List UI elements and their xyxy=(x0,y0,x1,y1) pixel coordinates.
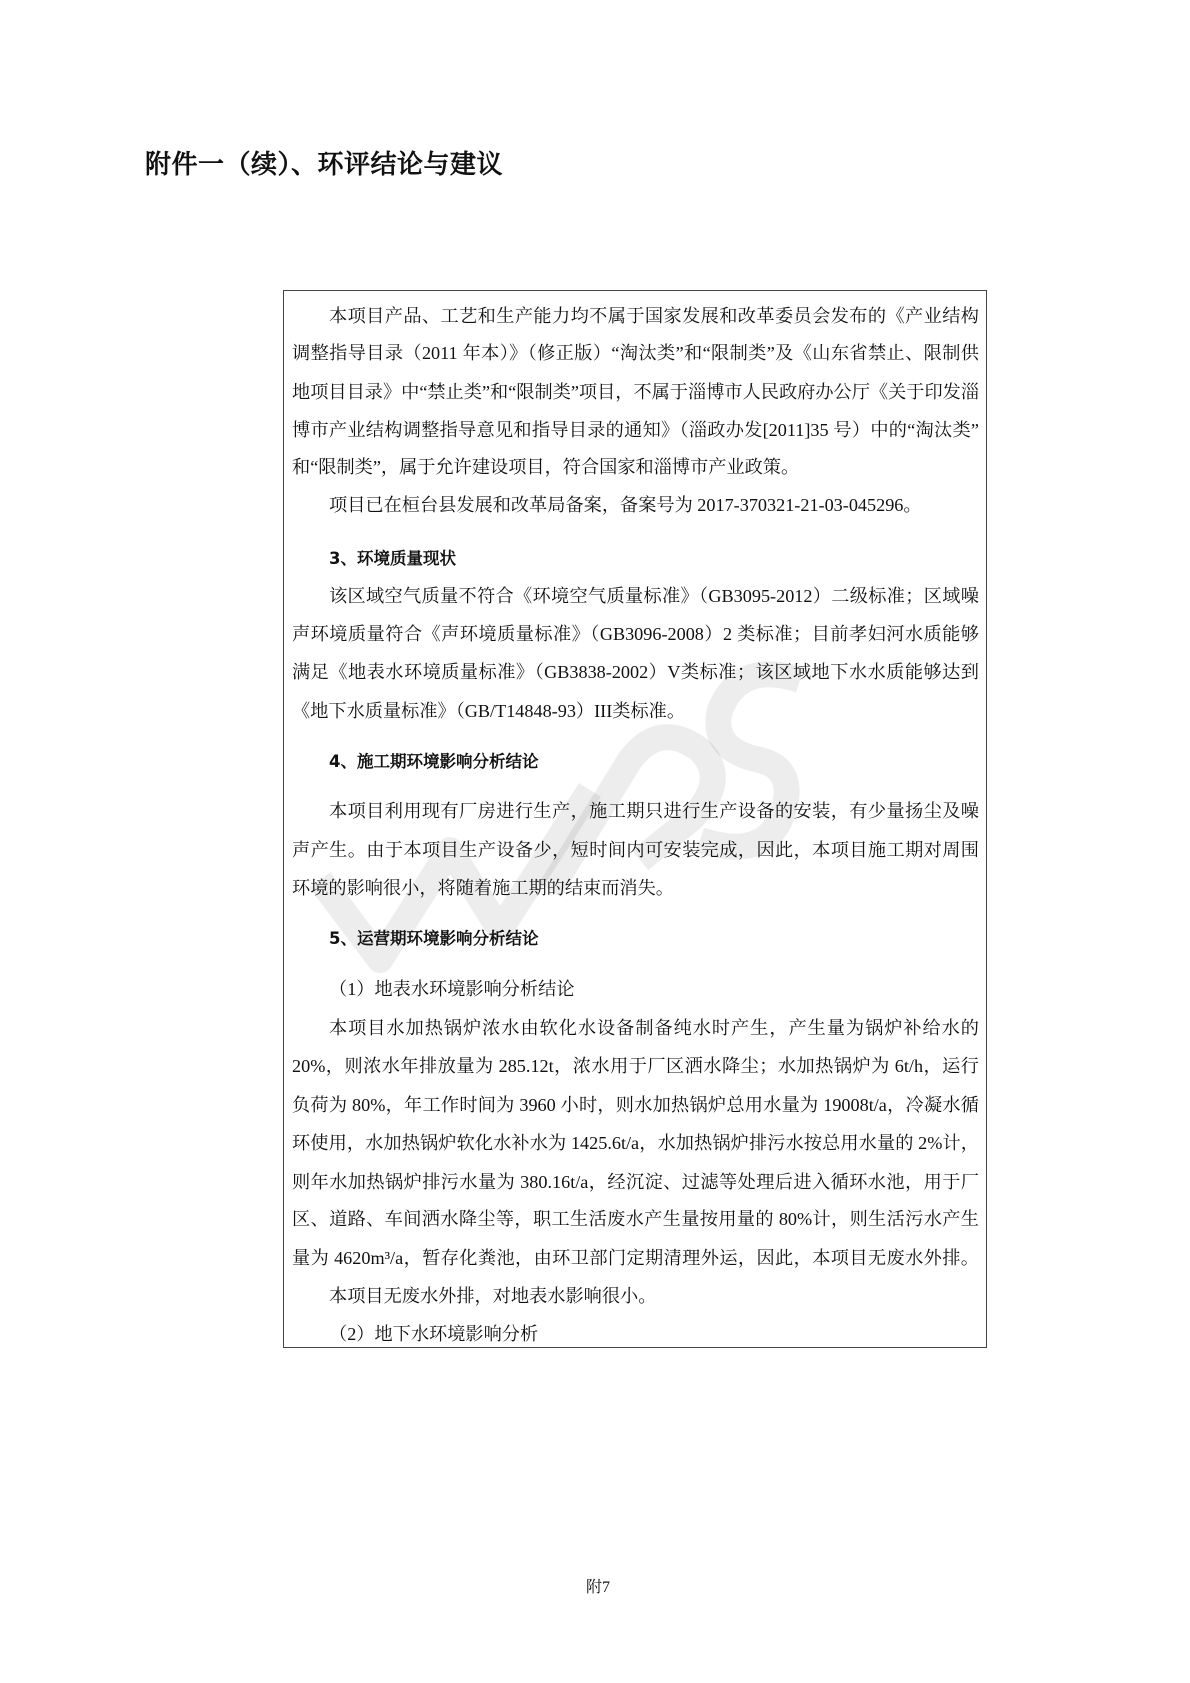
text-line: （2）地下水环境影响分析 xyxy=(329,1324,539,1344)
text-line: 区、道路、车间洒水降尘等，职工生活废水产生量按用量的 80%计，则生活污水产生 xyxy=(292,1209,979,1229)
text-line: 博市产业结构调整指导意见和指导目录的通知》（淄政办发[2011]35 号）中的“淘汰类” xyxy=(292,420,979,440)
text-line: 量为 4620m³/a，暂存化粪池，由环卫部门定期清理外运，因此，本项目无废水外排。 xyxy=(292,1248,979,1268)
text-line: 本项目无废水外排，对地表水影响很小。 xyxy=(329,1286,657,1306)
text-line: 本项目利用现有厂房进行生产，施工期只进行生产设备的安装，有少量扬尘及噪 xyxy=(329,801,979,821)
text-line: 负荷为 80%，年工作时间为 3960 小时，则水加热锅炉总用水量为 19008t/a，冷凝水循 xyxy=(292,1095,979,1115)
text-line: 地项目目录》中“禁止类”和“限制类”项目，不属于淄博市人民政府办公厅《关于印发淄 xyxy=(292,382,980,402)
page-number: 附7 xyxy=(586,1579,611,1596)
text-line: 20%，则浓水年排放量为 285.12t，浓水用于厂区洒水降尘；水加热锅炉为 6t/h，运行 xyxy=(292,1056,979,1076)
section-heading: 5、运营期环境影响分析结论 xyxy=(329,929,539,948)
section-heading: 4、施工期环境影响分析结论 xyxy=(329,752,539,771)
text-line: 该区域空气质量不符合《环境空气质量标准》（GB3095-2012）二级标准；区域噪 xyxy=(329,586,979,606)
text-line: 本项目水加热锅炉浓水由软化水设备制备纯水时产生，产生量为锅炉补给水的 xyxy=(329,1018,979,1038)
text-line: 调整指导目录（2011 年本）》（修正版）“淘汰类”和“限制类”及《山东省禁止、限制供 xyxy=(292,343,979,363)
page-title: 附件一（续）、环评结论与建议 xyxy=(145,150,504,180)
text-line: 环使用，水加热锅炉软化水补水为 1425.6t/a，水加热锅炉排污水按总用水量的 2%计， xyxy=(292,1133,979,1153)
text-line: 和“限制类”，属于允许建设项目，符合国家和淄博市产业政策。 xyxy=(292,457,800,477)
section-heading: 3、环境质量现状 xyxy=(329,549,456,568)
text-line: 项目已在桓台县发展和改革局备案，备案号为 2017-370321-21-03-045296。 xyxy=(329,495,922,515)
text-line: 本项目产品、工艺和生产能力均不属于国家发展和改革委员会发布的《产业结构 xyxy=(329,306,979,326)
text-line: 《地下水质量标准》（GB/T14848-93）III类标准。 xyxy=(292,701,686,721)
text-line: 满足《地表水环境质量标准》（GB3838-2002）V类标准；该区域地下水水质能够达到 xyxy=(292,662,979,682)
text-line: 则年水加热锅炉排污水量为 380.16t/a，经沉淀、过滤等处理后进入循环水池，用于厂 xyxy=(292,1172,979,1192)
text-line: 环境的影响很小，将随着施工期的结束而消失。 xyxy=(292,878,674,898)
text-line: 声产生。由于本项目生产设备少，短时间内可安装完成，因此，本项目施工期对周围 xyxy=(292,840,979,860)
text-line: 声环境质量符合《声环境质量标准》（GB3096-2008）2 类标准；目前孝妇河水质能够 xyxy=(292,624,979,644)
text-line: （1）地表水环境影响分析结论 xyxy=(329,979,575,999)
